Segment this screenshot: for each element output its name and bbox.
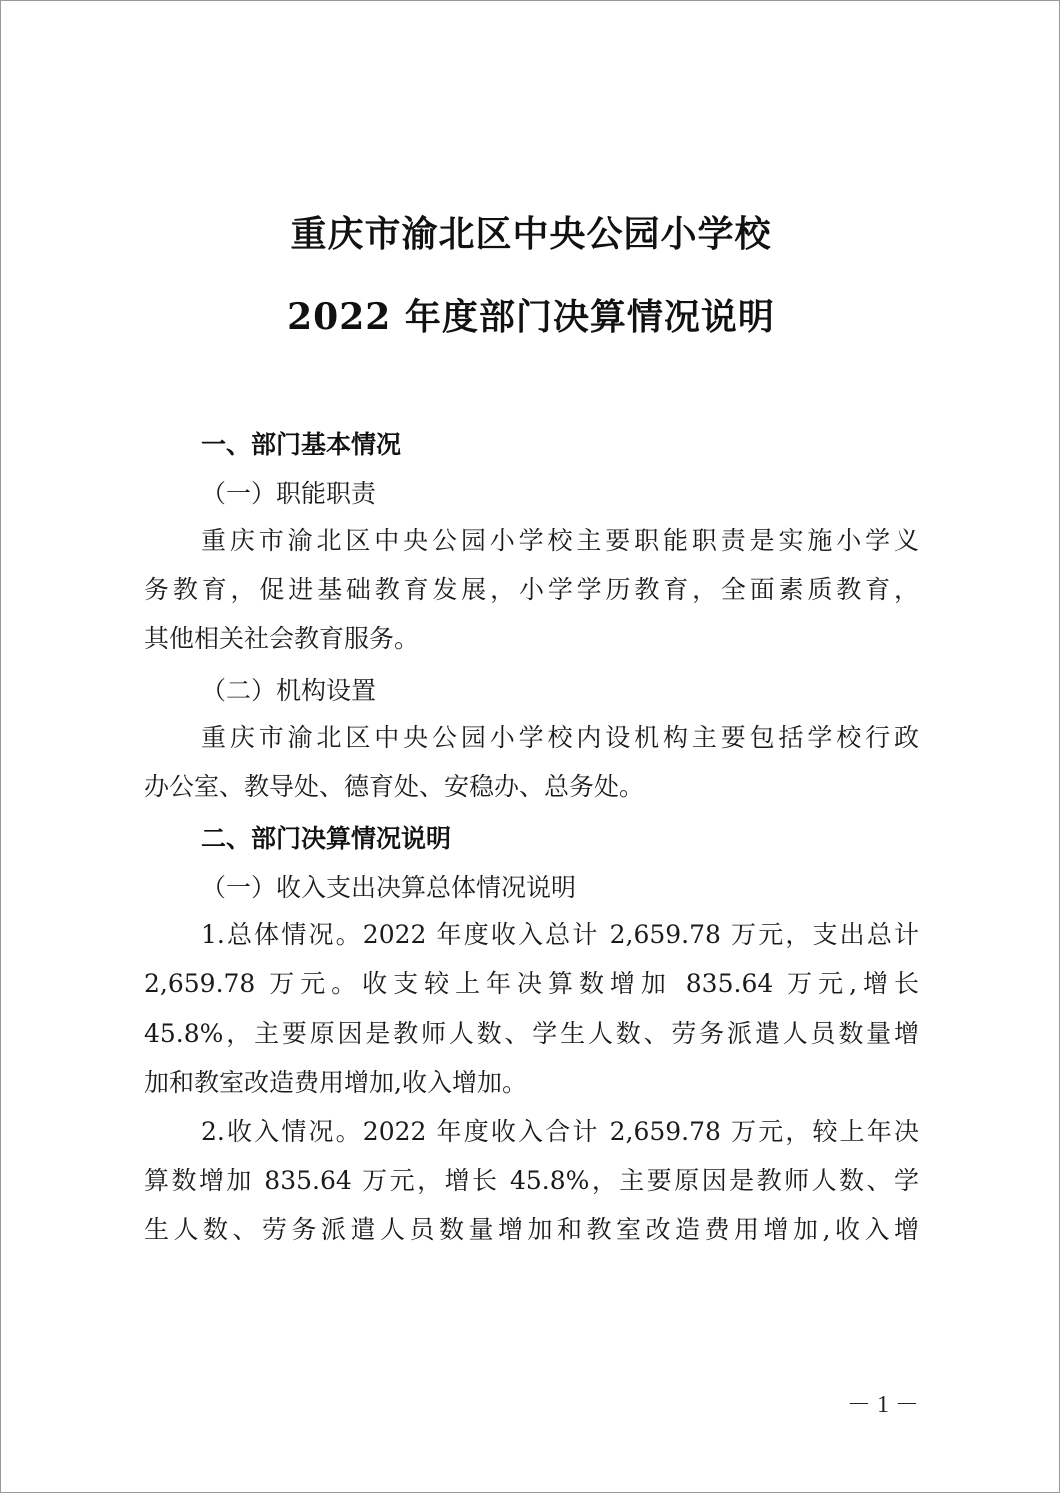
section-heading-basic-info: 一、部门基本情况: [201, 430, 402, 459]
paragraph-line: 办公室、教导处、德育处、安稳办、总务处。: [144, 772, 645, 801]
document-subtitle: 2022 年度部门决算情况说明: [287, 296, 775, 338]
paragraph-line: 2.收入情况。2022 年度收入合计 2,659.78 万元，较上年决: [201, 1117, 919, 1146]
paragraph-line: 45.8%，主要原因是教师人数、学生人数、劳务派遣人员数量增: [144, 1019, 919, 1048]
paragraph-line: 加和教室改造费用增加,收入增加。: [144, 1068, 527, 1097]
paragraph-line: 1.总体情况。2022 年度收入总计 2,659.78 万元，支出总计: [201, 920, 919, 949]
subsection-heading-organization: （二）机构设置: [201, 676, 377, 705]
paragraph-line: 务教育，促进基础教育发展，小学学历教育，全面素质教育，: [144, 575, 919, 604]
paragraph-line: 2,659.78 万元。收支较上年决算数增加 835.64 万元,增长: [144, 969, 919, 998]
subsection-heading-functions: （一）职能职责: [201, 479, 377, 508]
section-heading-final-accounts: 二、部门决算情况说明: [201, 824, 452, 853]
page-number: － 1 －: [847, 1392, 919, 1418]
paragraph-line: 生人数、劳务派遣人员数量增加和教室改造费用增加,收入增: [144, 1215, 919, 1244]
subsection-heading-income-expenditure: （一）收入支出决算总体情况说明: [201, 873, 577, 902]
paragraph-line: 重庆市渝北区中央公园小学校主要职能职责是实施小学义: [201, 526, 919, 555]
paragraph-line: 其他相关社会教育服务。: [144, 624, 420, 653]
paragraph-line: 重庆市渝北区中央公园小学校内设机构主要包括学校行政: [201, 723, 919, 752]
document-title: 重庆市渝北区中央公园小学校: [290, 213, 772, 255]
paragraph-line: 算数增加 835.64 万元，增长 45.8%，主要原因是教师人数、学: [144, 1166, 919, 1195]
